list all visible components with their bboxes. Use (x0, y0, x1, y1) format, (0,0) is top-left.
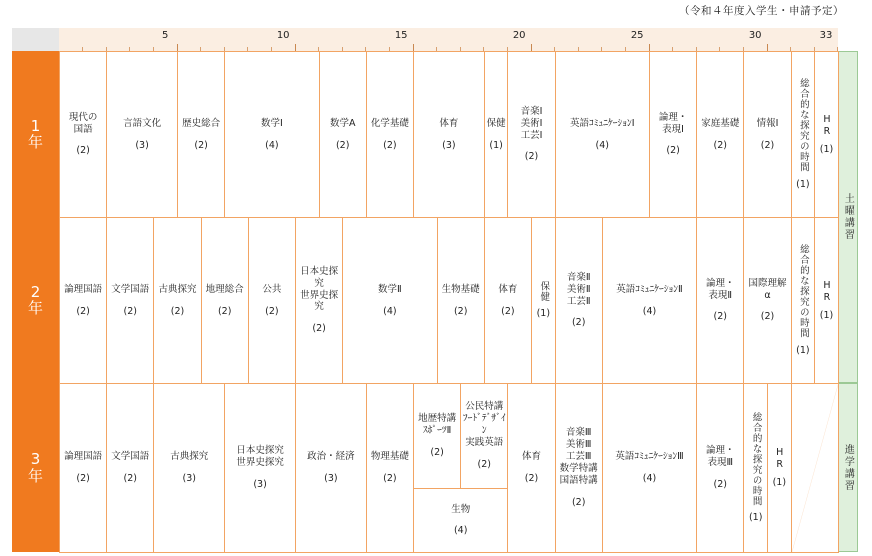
subject-name: 古典探究 (170, 451, 209, 463)
subject-name: 情報Ⅰ (756, 117, 779, 129)
subject-name: 文学国語 (111, 451, 150, 463)
subject-cell (649, 51, 697, 218)
subject-cell (791, 51, 816, 218)
subject-name: 日本史探究 世界史探究 (300, 265, 339, 313)
subject-cell (366, 51, 414, 218)
credit-scale (59, 28, 838, 51)
subject-name: 論理・ 表現Ⅲ (706, 445, 735, 469)
subject-cell (555, 217, 603, 384)
subject-credits: (2) (571, 496, 586, 508)
subject-name: 化学基礎 (370, 117, 409, 129)
subject-credits: (2) (524, 151, 539, 163)
scale-label: 20 (512, 30, 526, 41)
subject-cell (201, 217, 249, 384)
subject-name: 生物基礎 (441, 283, 480, 295)
subject-credits: (2) (76, 473, 90, 484)
year-3-label (12, 383, 59, 552)
subject-cell (106, 217, 154, 384)
scale-label: 25 (630, 30, 644, 41)
subject-cell (531, 217, 556, 384)
table-corner (12, 28, 59, 51)
subject-cell (342, 217, 437, 384)
subject-cell (602, 217, 697, 384)
subject-cell (106, 51, 178, 218)
subject-credits: (2) (312, 323, 326, 335)
subject-name: 政治・経済 (307, 451, 355, 463)
subject-name: 公共 (262, 283, 282, 295)
subject-name: 論理国語 (64, 283, 103, 295)
subject-credits: (2) (170, 305, 185, 317)
subject-name: 保健 (538, 281, 550, 303)
subject-name: HR (821, 279, 833, 304)
subject-name: 論理国語 (64, 451, 103, 463)
subject-credits: (4) (595, 139, 610, 151)
subject-credits: (3) (324, 473, 338, 484)
subject-name: 論理・ 表現Ⅰ (658, 111, 688, 135)
scale-label: 33 (819, 30, 833, 41)
subject-cell (484, 51, 509, 218)
year-label-text: 年 (27, 133, 43, 151)
subject-name: 生物 (451, 503, 471, 515)
subject-name: 文学国語 (111, 283, 150, 295)
subject-cell (602, 383, 697, 553)
subject-credits: (2) (760, 139, 775, 151)
subject-cell (59, 51, 107, 218)
year-2-label (12, 217, 59, 383)
subject-cell (555, 51, 650, 218)
subject-cell (437, 217, 485, 384)
subject-cell (413, 51, 485, 218)
subject-name: 現代の 国語 (68, 111, 98, 135)
subject-cell (696, 217, 744, 384)
subject-credits: (4) (642, 473, 657, 484)
subject-credits: (2) (524, 473, 539, 484)
subject-credits: (2) (713, 478, 728, 490)
scale-tick (295, 44, 296, 51)
subject-name: 地歴特講 ｽﾎﾟｰﾂⅡ (418, 413, 457, 436)
subject-name: 古典探究 (158, 283, 197, 295)
scale-label: 5 (162, 30, 169, 41)
subject-cell (59, 217, 107, 384)
subject-cell (696, 383, 744, 553)
subject-name: 音楽Ⅱ 美術Ⅱ 工芸Ⅱ (566, 271, 591, 307)
subject-credits: (2) (666, 145, 680, 157)
subject-cell (319, 51, 367, 218)
scale-tick (649, 44, 650, 51)
subject-name: 英語ｺﾐｭﾆｹｰｼｮﾝⅡ (616, 283, 683, 295)
subject-name: HR (774, 447, 786, 472)
year-label-text: 2 (30, 282, 41, 301)
subject-credits: (2) (76, 145, 90, 157)
scale-tick (767, 44, 768, 51)
subject-name: 言語文化 (123, 117, 162, 129)
subject-name: 総合的な探究の時間 (750, 411, 762, 507)
subject-name: 総合的な探究の時間 (797, 244, 809, 339)
subject-credits: (2) (383, 473, 397, 484)
subject-cell (177, 51, 225, 218)
scale-label: 10 (276, 30, 290, 41)
subject-credits: (2) (713, 311, 728, 323)
subject-credits: (2) (194, 139, 208, 151)
subject-name: 体育 (498, 283, 518, 295)
subject-name: 家庭基礎 (701, 117, 740, 129)
subject-cell (555, 383, 603, 553)
subject-credits: (2) (123, 473, 138, 484)
subject-credits: (3) (135, 139, 149, 151)
subject-name: 英語ｺﾐｭﾆｹｰｼｮﾝⅢ (615, 451, 684, 463)
subject-name: 保健 (486, 117, 506, 129)
subject-cell (224, 51, 319, 218)
subject-credits: (1) (819, 309, 834, 321)
scale-tick (531, 44, 532, 51)
scale-label: 15 (394, 30, 408, 41)
subject-credits: (2) (383, 139, 397, 151)
subject-credits: (1) (536, 308, 551, 320)
unused-cell (791, 383, 839, 553)
subject-credits: (2) (430, 446, 444, 458)
subject-credits: (2) (571, 317, 586, 329)
subject-cell (295, 383, 367, 553)
subject-credits: (2) (453, 305, 468, 317)
subject-name: 歴史総合 (182, 117, 221, 129)
subject-cell (224, 383, 296, 553)
diagonal-slash-icon (792, 384, 838, 552)
subject-cell (743, 217, 791, 384)
subject-cell (767, 383, 792, 553)
subject-cell (507, 383, 555, 553)
subject-name: 体育 (521, 451, 541, 463)
subject-credits: (1) (489, 139, 503, 151)
subject-name: 英語ｺﾐｭﾆｹｰｼｮﾝⅠ (570, 117, 635, 129)
subject-cell (59, 383, 107, 553)
subject-cell (295, 217, 343, 384)
subject-credits: (1) (796, 344, 810, 356)
subject-cell (248, 217, 296, 384)
enrollment-note: （令和４年度入学生・申請予定） (679, 5, 844, 17)
year-label-text: 年 (27, 466, 43, 485)
scale-tick (413, 44, 414, 51)
subject-cell (696, 51, 744, 218)
subject-credits: (4) (642, 305, 657, 317)
subject-name: 数学A (329, 117, 356, 129)
subject-credits: (3) (253, 478, 267, 490)
subject-name: 日本史探究 世界史探究 (236, 445, 284, 469)
subject-cell (507, 51, 555, 218)
subject-cell (153, 383, 225, 553)
subject-credits: (1) (748, 512, 763, 524)
subject-name: HR (821, 113, 833, 138)
subject-name: 論理・ 表現Ⅱ (706, 277, 735, 301)
advanced-lessons-label: 進学講習 (838, 383, 858, 552)
subject-name: 総合的な探究の時間 (797, 78, 809, 173)
subject-credits: (2) (265, 305, 279, 317)
subject-cell (413, 383, 461, 489)
subject-cell (743, 383, 768, 553)
subject-cell (153, 217, 201, 384)
year-label-text: 3 (30, 450, 41, 468)
subject-credits: (3) (182, 473, 197, 484)
subject-name: 地理総合 (205, 283, 244, 295)
year-label-text: 年 (27, 299, 43, 317)
subject-name: 数学Ⅰ (260, 117, 283, 129)
subject-name: 国際理解 α (748, 277, 787, 301)
subject-credits: (2) (713, 139, 728, 151)
subject-cell (484, 217, 532, 384)
curriculum-table (12, 28, 858, 552)
subject-cell (366, 383, 414, 553)
subject-credits: (2) (760, 311, 775, 323)
subject-name: 音楽Ⅰ 美術Ⅰ 工芸Ⅰ (520, 105, 543, 141)
subject-name: 体育 (439, 117, 459, 129)
subject-credits: (2) (217, 305, 232, 317)
subject-credits: (4) (383, 305, 397, 317)
subject-cell (413, 488, 508, 553)
scale-label: 30 (748, 30, 762, 41)
subject-credits: (1) (772, 477, 787, 489)
year-1-label (12, 51, 59, 217)
subject-credits: (4) (265, 139, 279, 151)
subject-name: 公民特講 ﾌｰﾄﾞﾃﾞｻﾞｲﾝ 実践英語 (462, 401, 506, 448)
subject-credits: (1) (819, 143, 834, 155)
saturday-lessons-label: 土曜講習 (838, 51, 858, 383)
subject-credits: (3) (442, 139, 456, 151)
subject-credits: (4) (453, 525, 468, 537)
subject-credits: (2) (76, 305, 90, 317)
subject-credits: (1) (796, 178, 810, 190)
subject-cell (106, 383, 154, 553)
scale-tick (177, 44, 178, 51)
subject-credits: (2) (123, 305, 138, 317)
subject-cell (743, 51, 791, 218)
subject-name: 物理基礎 (370, 451, 409, 463)
year-label-text: 1 (30, 116, 41, 135)
subject-credits: (2) (335, 139, 350, 151)
subject-name: 数学Ⅱ (378, 283, 402, 295)
subject-cell (460, 383, 508, 489)
subject-cell (791, 217, 816, 384)
subject-cell (814, 217, 839, 384)
subject-name: 音楽Ⅲ 美術Ⅲ 工芸Ⅲ 数学特講 国語特講 (559, 427, 598, 486)
subject-credits: (2) (477, 458, 492, 470)
subject-credits: (2) (501, 305, 515, 317)
subject-cell (814, 51, 839, 218)
